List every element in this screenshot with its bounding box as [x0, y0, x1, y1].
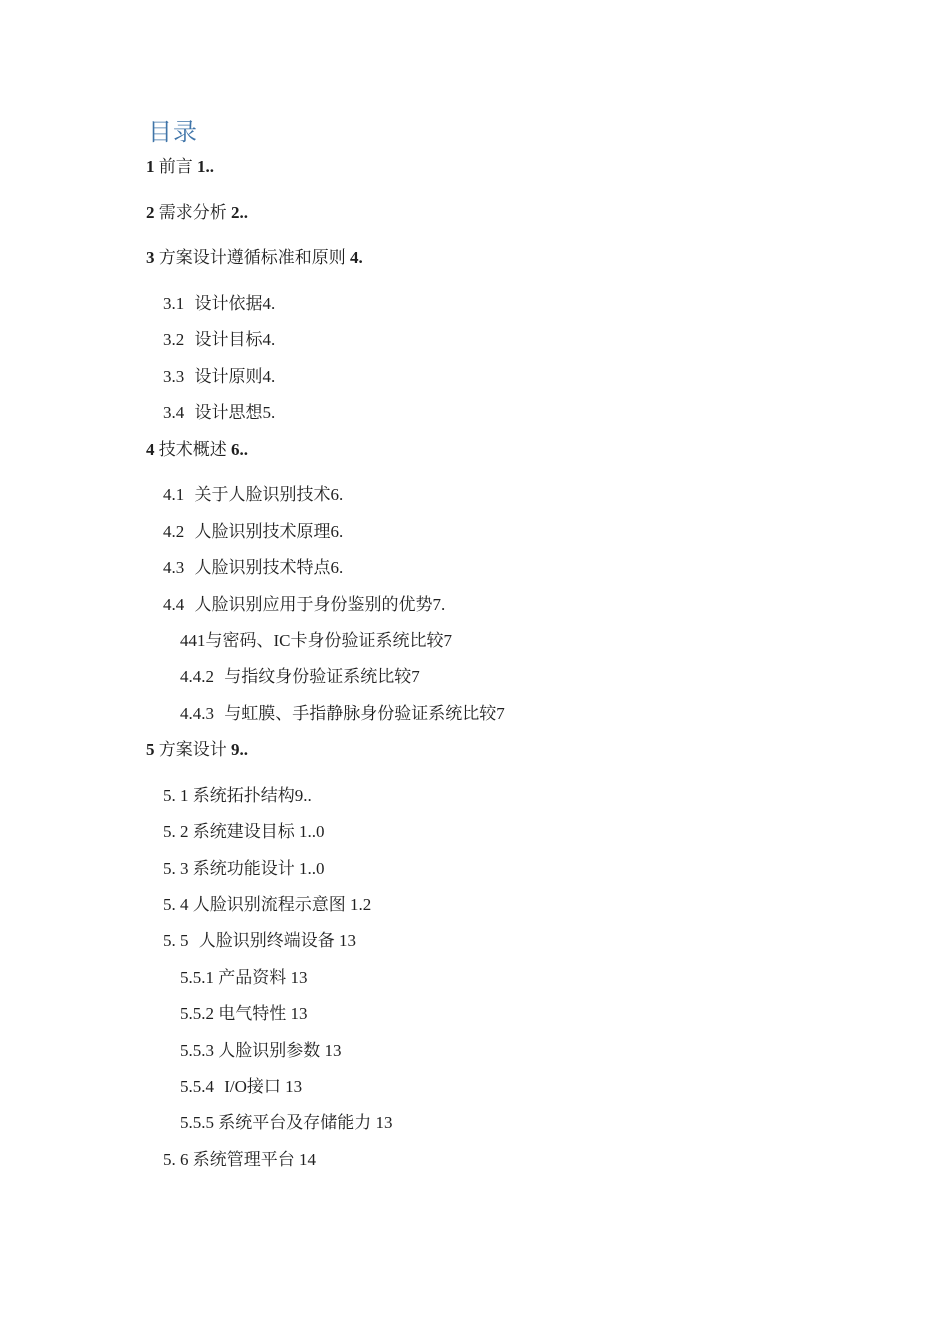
toc-entry-number: 5. 1 — [163, 786, 189, 805]
toc-entry-text: 与指纹身份验证系统比较 — [224, 667, 412, 686]
toc-entry-5-2[interactable] — [163, 821, 325, 843]
toc-entry-text: 人脸识别参数 — [218, 1041, 321, 1060]
toc-entry-page: 7. — [432, 595, 446, 614]
toc-entry-number: 4.4.2 — [180, 667, 214, 686]
toc-entry-text: 设计依据 — [194, 294, 263, 313]
toc-entry-text: 设计思想 — [194, 403, 263, 422]
toc-entry-text: 系统管理平台 — [192, 1150, 295, 1169]
toc-entry-page: 1.2 — [350, 895, 372, 914]
toc-entry-text: 设计原则 — [194, 367, 263, 386]
toc-entry-number: 4.2 — [163, 522, 185, 541]
toc-entry-4-2[interactable] — [163, 521, 343, 543]
toc-entry-3-4[interactable] — [163, 402, 275, 424]
toc-entry-page: 4. — [262, 294, 276, 313]
toc-entry-number: 5. 3 — [163, 859, 189, 878]
toc-entry-number: 5.5.1 — [180, 968, 214, 987]
toc-entry-page: 13 — [339, 931, 356, 950]
toc-entry-number: 4.1 — [163, 485, 185, 504]
toc-entry-page: 1.. — [197, 157, 214, 176]
toc-entry-page: 2.. — [231, 203, 248, 222]
toc-entry-page: 6. — [330, 558, 344, 577]
toc-entry-5-4[interactable] — [163, 894, 371, 916]
toc-entry-page: 13 — [290, 968, 308, 987]
toc-entry-number: 3 — [146, 248, 155, 267]
toc-entry-5-5[interactable] — [163, 930, 356, 952]
toc-entry-page: 5. — [262, 403, 276, 422]
toc-entry-2[interactable] — [146, 202, 248, 224]
toc-entry-text: 与虹膜、手指静脉身份验证系统比较 — [224, 704, 497, 723]
toc-entry-page: 1..0 — [299, 822, 325, 841]
toc-entry-number: 4.3 — [163, 558, 185, 577]
toc-entry-5-5-4[interactable] — [180, 1076, 302, 1098]
toc-entry-4-4[interactable] — [163, 594, 445, 616]
toc-entry-3-1[interactable] — [163, 293, 275, 315]
toc-entry-number: 5.5.2 — [180, 1004, 214, 1023]
toc-entry-text: 人脸识别技术原理 — [194, 522, 331, 541]
toc-entry-page: 13 — [285, 1077, 303, 1096]
toc-entry-3[interactable] — [146, 247, 363, 269]
toc-entry-4-1[interactable] — [163, 484, 343, 506]
toc-entry-page: 4. — [262, 330, 276, 349]
toc-entry-4-4-3[interactable] — [180, 703, 505, 725]
toc-entry-text: 技术概述 — [158, 440, 227, 459]
toc-entry-page: 7 — [411, 667, 420, 686]
toc-entry-5-1[interactable] — [163, 785, 312, 807]
toc-entry-number: 3.4 — [163, 403, 185, 422]
toc-entry-page: 4. — [350, 248, 363, 267]
toc-entry-number: 3.2 — [163, 330, 185, 349]
toc-entry-4-3[interactable] — [163, 557, 343, 579]
toc-entry-number: 4.4.3 — [180, 704, 214, 723]
toc-entry-text: 人脸识别终端设备 — [198, 931, 335, 950]
toc-entry-text: 系统功能设计 — [192, 859, 295, 878]
toc-entry-4-4-2[interactable] — [180, 666, 420, 688]
toc-entry-number: 3.1 — [163, 294, 185, 313]
toc-entry-3-2[interactable] — [163, 329, 275, 351]
toc-entry-page: 9.. — [294, 786, 312, 805]
toc-entry-4[interactable] — [146, 439, 248, 461]
toc-entry-text: 方案设计 — [158, 740, 227, 759]
toc-entry-number: 5. 4 — [163, 895, 189, 914]
toc-entry-5-5-1[interactable] — [180, 967, 308, 989]
toc-entry-page: 13 — [290, 1004, 308, 1023]
toc-entry-number: 5.5.4 — [180, 1077, 214, 1096]
toc-entry-number: 4 — [146, 440, 155, 459]
toc-entry-4-4-1[interactable] — [180, 630, 452, 652]
toc-entry-text: 方案设计遵循标准和原则 — [158, 248, 346, 267]
toc-entry-text: 产品资料 — [218, 968, 287, 987]
toc-entry-text: 关于人脸识别技术 — [194, 485, 331, 504]
toc-entry-5-5-2[interactable] — [180, 1003, 308, 1025]
toc-entry-number: 5. 2 — [163, 822, 189, 841]
toc-entry-5-5-5[interactable] — [180, 1112, 393, 1134]
toc-entry-number: 5. 5 — [163, 931, 189, 950]
toc-entry-number: 3.3 — [163, 367, 185, 386]
toc-entry-page: 7 — [496, 704, 505, 723]
toc-entry-text: 前言 — [158, 157, 193, 176]
toc-entry-text: 人脸识别流程示意图 — [192, 895, 346, 914]
toc-entry-1[interactable] — [146, 156, 214, 178]
toc-entry-text: 系统拓扑结构 — [192, 786, 295, 805]
toc-entry-number: 5.5.5 — [180, 1113, 214, 1132]
toc-entry-page: 14 — [299, 1150, 316, 1169]
toc-entry-3-3[interactable] — [163, 366, 275, 388]
toc-title: 目录 — [148, 118, 198, 146]
toc-entry-text: 人脸识别应用于身份鉴别的优势 — [194, 595, 433, 614]
toc-entry-5-5-3[interactable] — [180, 1040, 342, 1062]
toc-entry-text: 电气特性 — [218, 1004, 287, 1023]
toc-entry-number: 2 — [146, 203, 155, 222]
toc-entry-page: 9.. — [231, 740, 248, 759]
toc-entry-text: 系统平台及存储能力 — [218, 1113, 372, 1132]
toc-entry-page: 6. — [330, 485, 344, 504]
toc-entry-text: 与密码、IC卡身份验证系统比较 — [205, 631, 444, 650]
toc-entry-number: 1 — [146, 157, 155, 176]
toc-entry-number: 5 — [146, 740, 155, 759]
toc-entry-number: 5. 6 — [163, 1150, 189, 1169]
toc-entry-page: 1..0 — [299, 859, 325, 878]
toc-entry-page: 6. — [330, 522, 344, 541]
toc-entry-page: 4. — [262, 367, 276, 386]
toc-entry-number: 5.5.3 — [180, 1041, 214, 1060]
toc-entry-page: 13 — [375, 1113, 393, 1132]
toc-entry-5-3[interactable] — [163, 858, 325, 880]
toc-entry-text: 人脸识别技术特点 — [194, 558, 331, 577]
toc-entry-5[interactable] — [146, 739, 248, 761]
toc-entry-page: 13 — [324, 1041, 342, 1060]
toc-entry-text: 系统建设目标 — [192, 822, 295, 841]
toc-entry-number: 441 — [180, 631, 206, 650]
toc-entry-number: 4.4 — [163, 595, 185, 614]
toc-entry-text: I/O接口 — [224, 1077, 281, 1096]
toc-entry-page: 7 — [443, 631, 452, 650]
toc-entry-text: 设计目标 — [194, 330, 263, 349]
toc-entry-page: 6.. — [231, 440, 248, 459]
toc-entry-5-6[interactable] — [163, 1149, 316, 1171]
toc-entry-text: 需求分析 — [158, 203, 227, 222]
